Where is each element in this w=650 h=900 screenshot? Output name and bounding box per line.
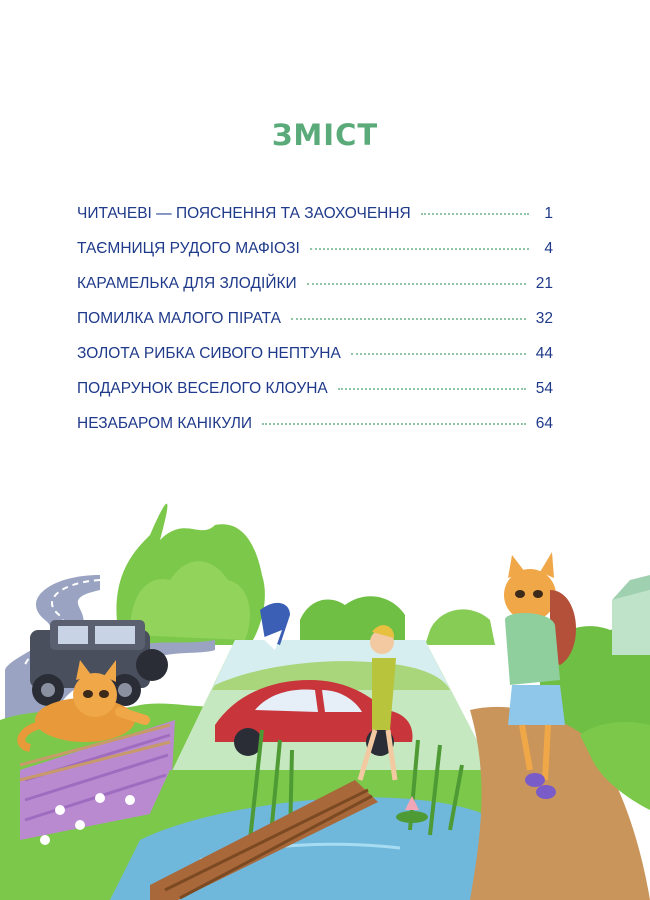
toc-entry [77, 415, 553, 450]
toc-entry [77, 275, 553, 310]
toc-entry-title: ЧИТАЧЕВІ — ПОЯСНЕННЯ ТА ЗАОХОЧЕННЯ [77, 205, 411, 222]
toc-entry [77, 345, 553, 380]
toc-entry-title: КАРАМЕЛЬКА ДЛЯ ЗЛОДІЙКИ [77, 275, 297, 292]
toc-entry-page: 44 [535, 345, 553, 362]
toc-entry-title: ЗОЛОТА РИБКА СИВОГО НЕПТУНА [77, 345, 341, 362]
toc-entry [77, 205, 553, 240]
toc-entry-title: НЕЗАБАРОМ КАНІКУЛИ [77, 415, 253, 432]
toc-entry-title: ПОМИЛКА МАЛОГО ПІРАТА [77, 310, 281, 327]
toc-leader-dots [421, 213, 529, 215]
shed-icon [612, 575, 650, 655]
toc-leader-dots [338, 388, 526, 390]
toc-entry-page: 54 [535, 380, 553, 397]
table-of-contents [77, 205, 553, 450]
toc-entry [77, 380, 553, 415]
page-title: ЗМІСТ [271, 118, 379, 152]
toc-leader-dots [291, 318, 526, 320]
toc-leader-dots [351, 353, 526, 355]
toc-leader-dots [307, 283, 526, 285]
toc-entry-title: ПОДАРУНОК ВЕСЕЛОГО КЛОУНА [77, 380, 328, 397]
toc-entry-title: ТАЄМНИЦЯ РУДОГО МАФІОЗІ [77, 240, 300, 257]
toc-entry [77, 240, 553, 275]
toc-entry-page: 1 [544, 205, 553, 222]
toc-entry [77, 310, 553, 345]
toc-entry-page: 21 [535, 275, 553, 292]
illustration-scene [0, 480, 650, 900]
toc-leader-dots [262, 423, 526, 425]
toc-entry-page: 32 [535, 310, 553, 327]
toc-leader-dots [310, 248, 529, 250]
toc-entry-page: 4 [544, 240, 553, 257]
toc-entry-page: 64 [535, 415, 553, 432]
